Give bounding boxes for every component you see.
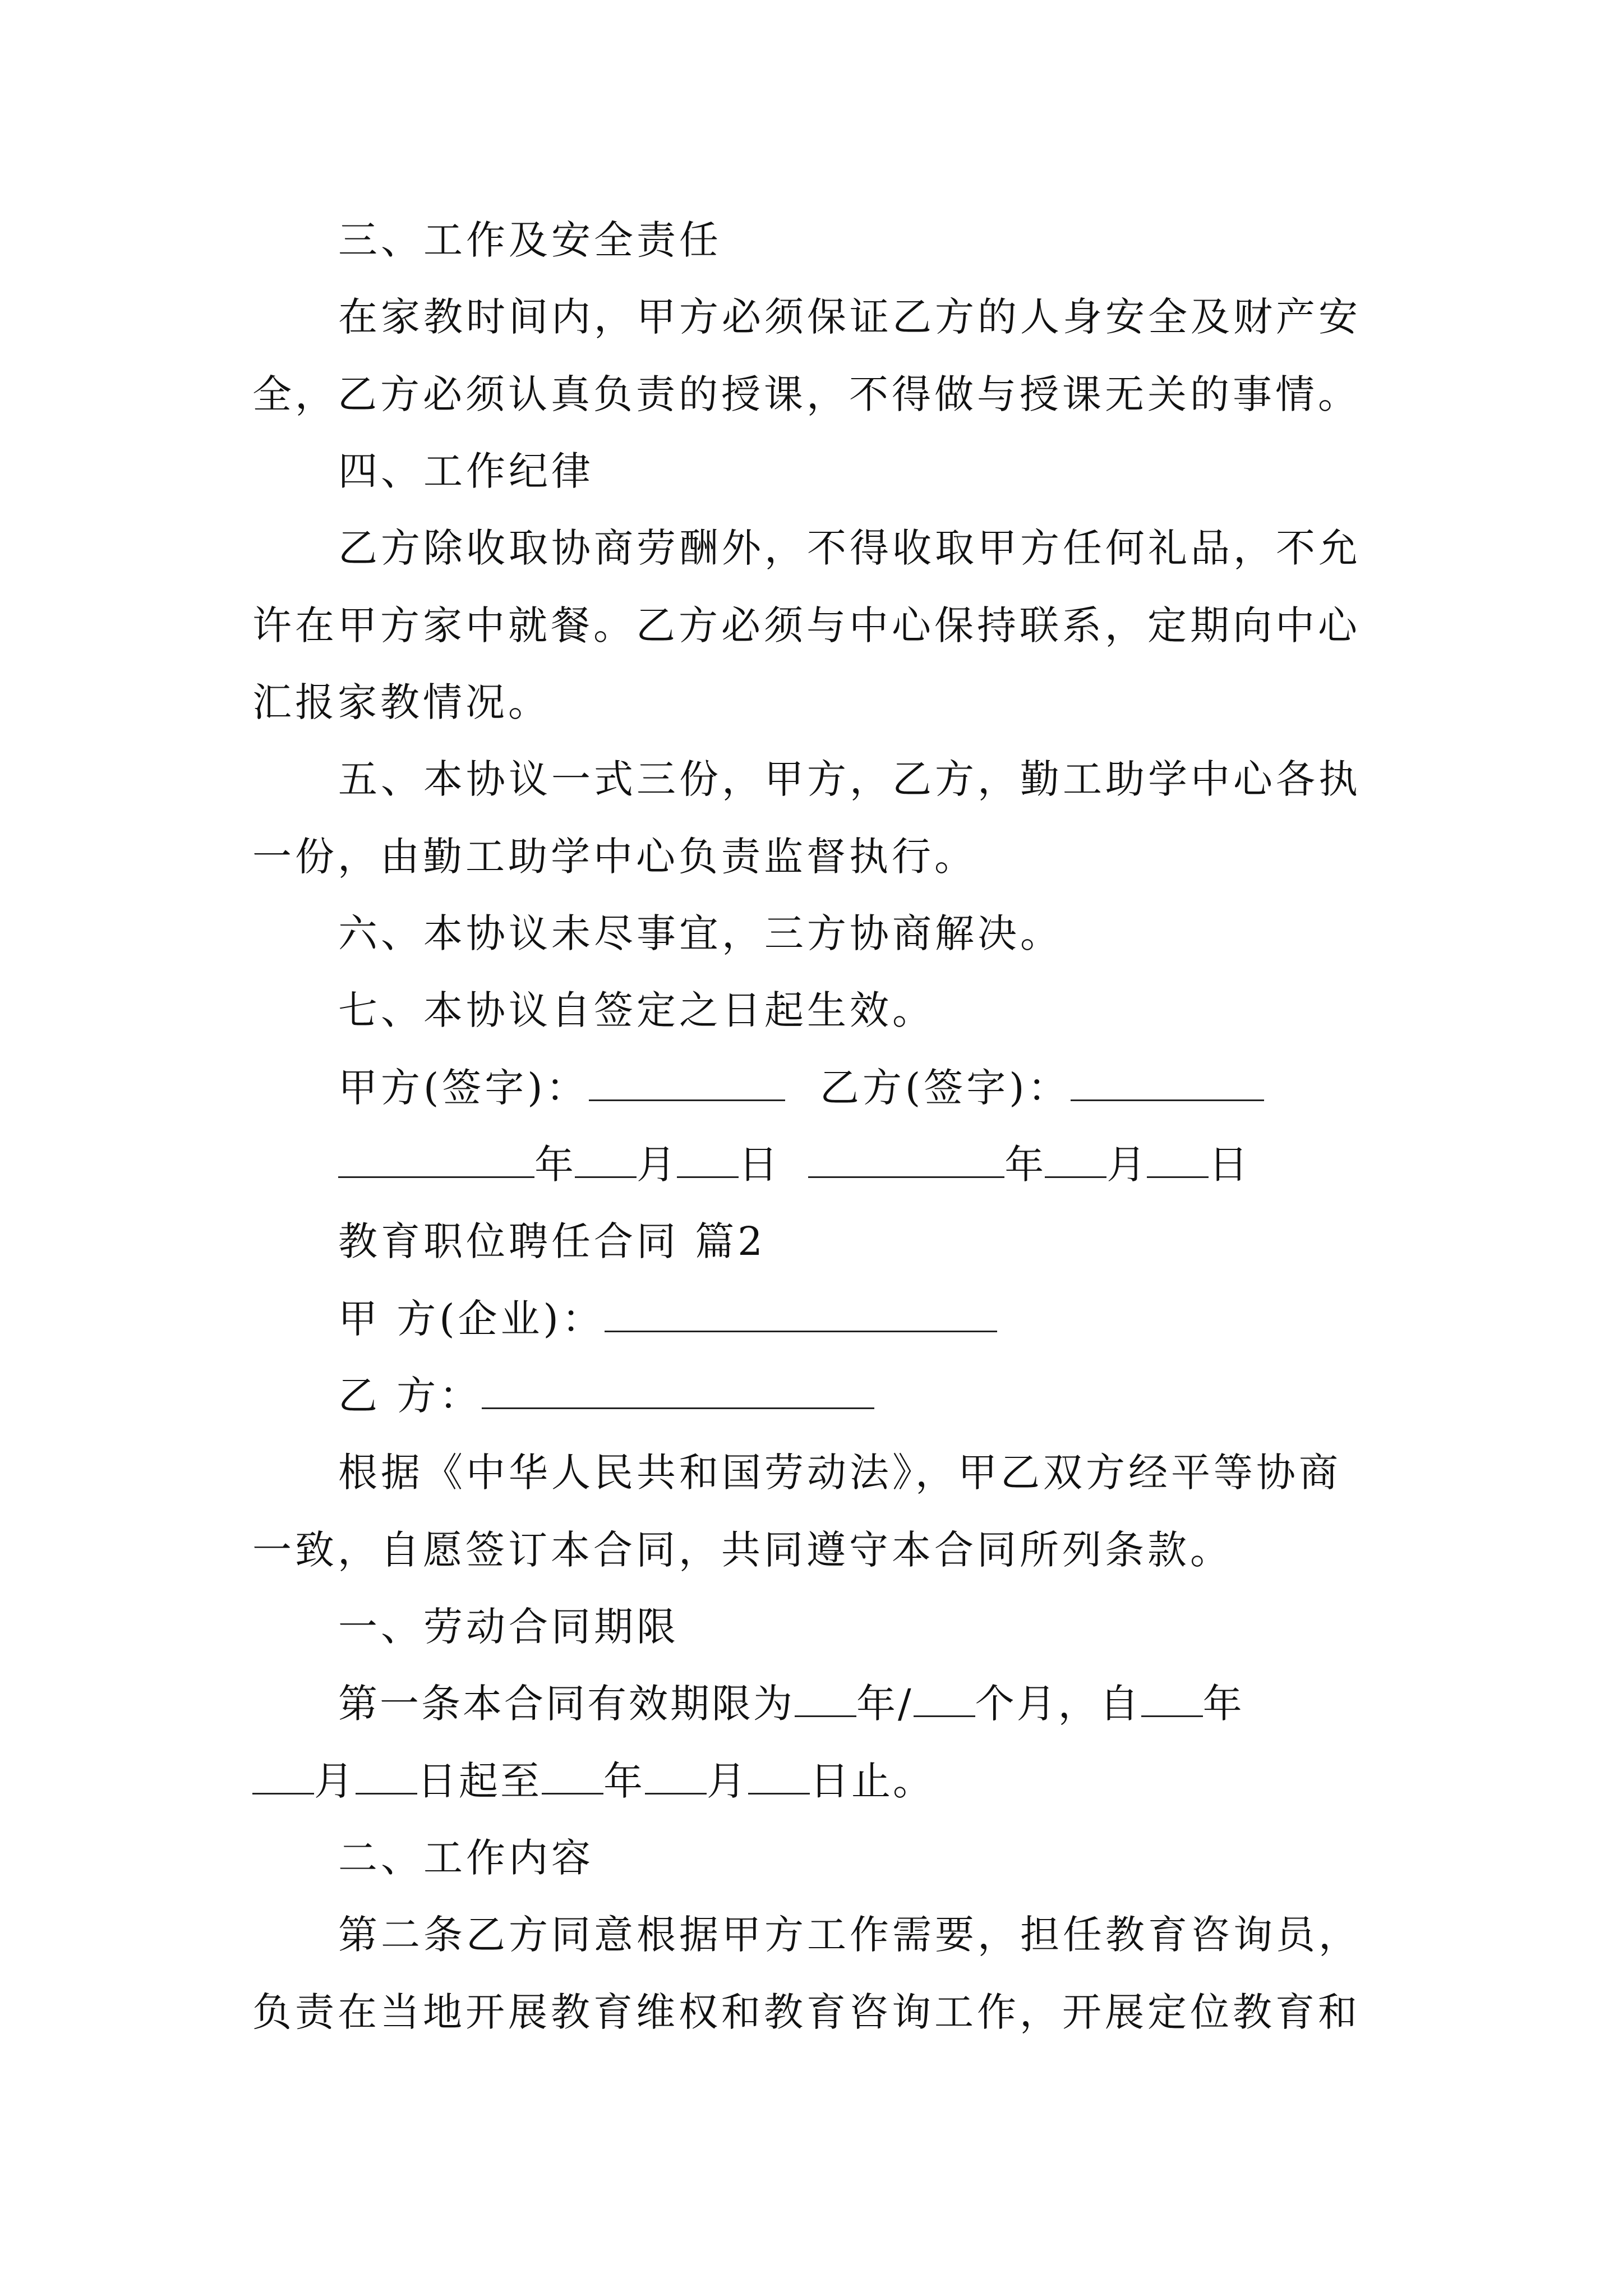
year-label: 年: [534, 1142, 575, 1188]
paragraph-line: 许在甲方家中就餐。乙方必须与中心保持联系，定期向中心: [252, 602, 1361, 648]
signature-line: [338, 1062, 1264, 1113]
month-blank: [1045, 1142, 1106, 1178]
party-a-line: [338, 1294, 997, 1344]
start-month-blank: [252, 1758, 314, 1795]
article-1-text: 月: [314, 1758, 356, 1804]
article-1-line: [338, 1678, 1244, 1729]
article-1-text: 年/: [856, 1681, 914, 1727]
year-blank: [338, 1142, 534, 1178]
year-label: 年: [1004, 1142, 1045, 1188]
paragraph-line: 在家教时间内，甲方必须保证乙方的人身安全及财产安: [338, 294, 1361, 340]
month-label: 月: [1106, 1142, 1147, 1188]
month-count-blank: [914, 1681, 975, 1717]
party-b-blank: [482, 1373, 874, 1409]
end-month-blank: [645, 1758, 707, 1795]
start-day-blank: [356, 1758, 417, 1795]
paragraph-line: 负责在当地开展教育维权和教育咨询工作，开展定位教育和: [252, 1989, 1361, 2035]
day-blank: [1147, 1142, 1209, 1178]
article-1-text: 月: [707, 1758, 748, 1804]
party-b-signature-blank: [1071, 1065, 1264, 1101]
article-1-text: 日止。: [810, 1758, 934, 1804]
party-b-label: 乙 方：: [338, 1373, 482, 1419]
year-blank: [808, 1142, 1004, 1178]
day-label: 日: [739, 1142, 779, 1188]
paragraph-line: 五、本协议一式三份，甲方，乙方，勤工助学中心各执: [338, 756, 1361, 802]
day-blank: [677, 1142, 739, 1178]
party-a-label: 甲 方(企业)：: [338, 1296, 605, 1342]
paragraph-line: 根据《中华人民共和国劳动法》，甲乙双方经平等协商: [338, 1450, 1341, 1496]
article-1-text: 年: [1202, 1681, 1244, 1727]
heading-work-discipline: 四、工作纪律: [338, 448, 594, 494]
party-a-signature-label: 甲方(签字)：: [338, 1065, 589, 1111]
section-title: 教育职位聘任合同 篇2: [338, 1218, 766, 1264]
article-1-line: [252, 1756, 934, 1806]
heading-contract-term: 一、劳动合同期限: [338, 1604, 679, 1650]
day-label: 日: [1209, 1142, 1249, 1188]
heading-work-content: 二、工作内容: [338, 1835, 594, 1881]
paragraph-line: 一份，由勤工助学中心负责监督执行。: [252, 834, 977, 880]
month-label: 月: [637, 1142, 677, 1188]
start-year-blank: [1141, 1681, 1203, 1717]
article-1-text: 年: [603, 1758, 645, 1804]
month-blank: [575, 1142, 637, 1178]
party-b-line: [338, 1370, 874, 1421]
party-a-blank: [605, 1296, 997, 1332]
paragraph-line: 全，乙方必须认真负责的授课，不得做与授课无关的事情。: [252, 371, 1361, 417]
heading-work-safety: 三、工作及安全责任: [338, 217, 722, 263]
paragraph-line: 乙方除收取协商劳酬外，不得收取甲方任何礼品，不允: [338, 525, 1361, 571]
paragraph-line: 一致，自愿签订本合同，共同遵守本合同所列条款。: [252, 1527, 1233, 1573]
end-year-blank: [542, 1758, 603, 1795]
article-1-text: 第一条本合同有效期限为: [338, 1681, 795, 1727]
paragraph-line: 七、本协议自签定之日起生效。: [338, 987, 935, 1033]
paragraph-line: 第二条乙方同意根据甲方工作需要，担任教育咨询员，: [338, 1912, 1361, 1958]
date-line: [338, 1139, 1249, 1190]
article-1-text: 个月，自: [975, 1681, 1141, 1727]
party-b-signature-label: 乙方(签字)：: [819, 1065, 1071, 1111]
end-day-blank: [748, 1758, 810, 1795]
paragraph-line: 六、本协议未尽事宜，三方协商解决。: [338, 910, 1063, 956]
party-a-signature-blank: [589, 1065, 785, 1101]
paragraph-line: 汇报家教情况。: [252, 679, 551, 725]
article-1-text: 日起至: [417, 1758, 542, 1804]
year-count-blank: [795, 1681, 856, 1717]
